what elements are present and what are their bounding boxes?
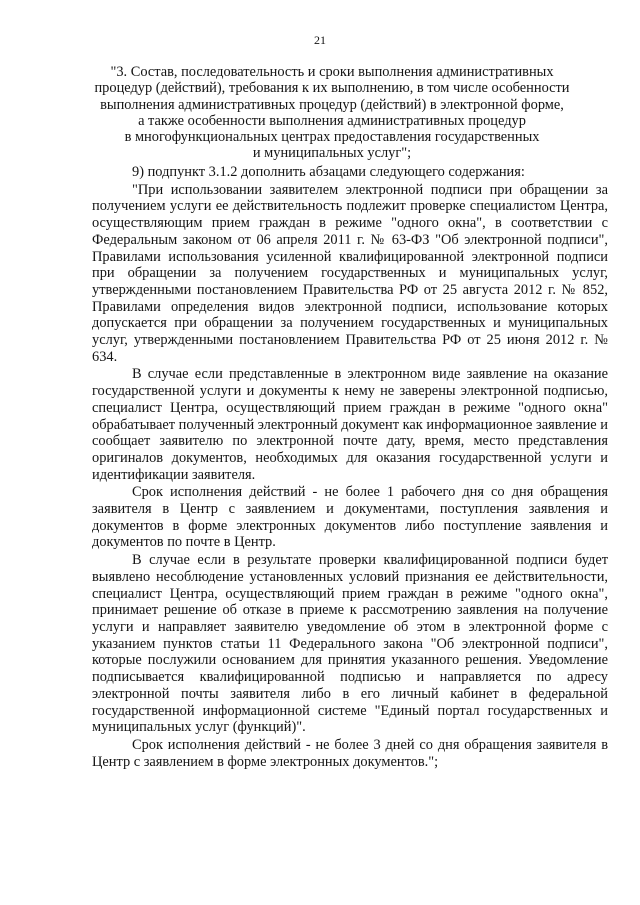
signature-check-failure-paragraph: В случае если в результате проверки квалифицированной подписи будет выявлено несоблюдение установленных условий признания ее действительности, специалист Центра, осуществляющий прием граждан в режиме "одного окна", принимает решение об отказе в приеме к рассмотрению заявления на получение услуги и направляет заявителю уведомление об этом в электронной форме с указанием пунктов статьи 11 Федерального закона "Об электронной подписи", которые послужили основанием для принятия указанного решения. Уведомление подписывается квалифицированной подписью и направляется по адресу электронной почты заявителя либо в его личный кабинет в федеральной государственной информационной системе "Единый портал государственных и муниципальных услуг (функций)".	[92, 552, 608, 736]
final-deadline-paragraph: Срок исполнения действий - не более 3 дней со дня обращения заявителя в Центр с заявлением в форме электронных документов.";	[92, 736, 608, 770]
deadline-paragraph: Срок исполнения действий - не более 1 рабочего дня со дня обращения заявителя в Центр с заявлением и документами, поступления заявления и документов в форме электронных документов либо поступление заявления и документов по почте в Центр.	[92, 484, 608, 551]
heading-line: процедур (действий), требования к их выполнению, в том числе особенности	[94, 80, 570, 97]
page-number: 21	[314, 33, 326, 47]
heading-line: выполнения административных процедур (действий) в электронной форме,	[100, 96, 564, 113]
section-heading	[92, 64, 572, 162]
heading-line: а также особенности выполнения административных процедур	[138, 112, 526, 129]
heading-line: и муниципальных услуг";	[252, 145, 412, 162]
heading-line: "3. Состав, последовательность и сроки выполнения административных	[110, 64, 554, 80]
electronic-signature-paragraph: "При использовании заявителем электронной подписи при обращении за получением услуги ее действительность подлежит проверке специалистом Центра, осуществляющим прием граждан в режиме "одного окна", в соответствии с Федеральным законом от 06 апреля 2011 г. № 63-ФЗ "Об электронной подписи", Правилами использования усиленной квалифицированной электронной подписи при обращении за получением государственных и муниципальных услуг, утвержденными постановлением Правительства РФ от 25 августа 2012 г. № 852, Правилами определения видов электронной подписи, использование которых допускается при обращении за получением государственных и муниципальных услуг, утвержденными постановлением Правительства РФ от 25 июня 2012 г. № 634.	[92, 181, 608, 365]
amendment-intro-paragraph: 9) подпункт 3.1.2 дополнить абзацами следующего содержания:	[132, 164, 525, 180]
heading-line: в многофункциональных центрах предоставления государственных	[124, 129, 540, 146]
body-text	[92, 164, 608, 770]
unsigned-application-paragraph: В случае если представленные в электронном виде заявление на оказание государственной услуги и документы к нему не заверены электронной подписью, специалист Центра, осуществляющий прием граждан в режиме "одного окна" обрабатывает полученный электронный документ как информационное заявление и сообщает заявителю по электронной почте дату, время, место представления оригиналов документов, необходимых для оказания государственной услуги и идентификации заявителя.	[92, 366, 608, 483]
